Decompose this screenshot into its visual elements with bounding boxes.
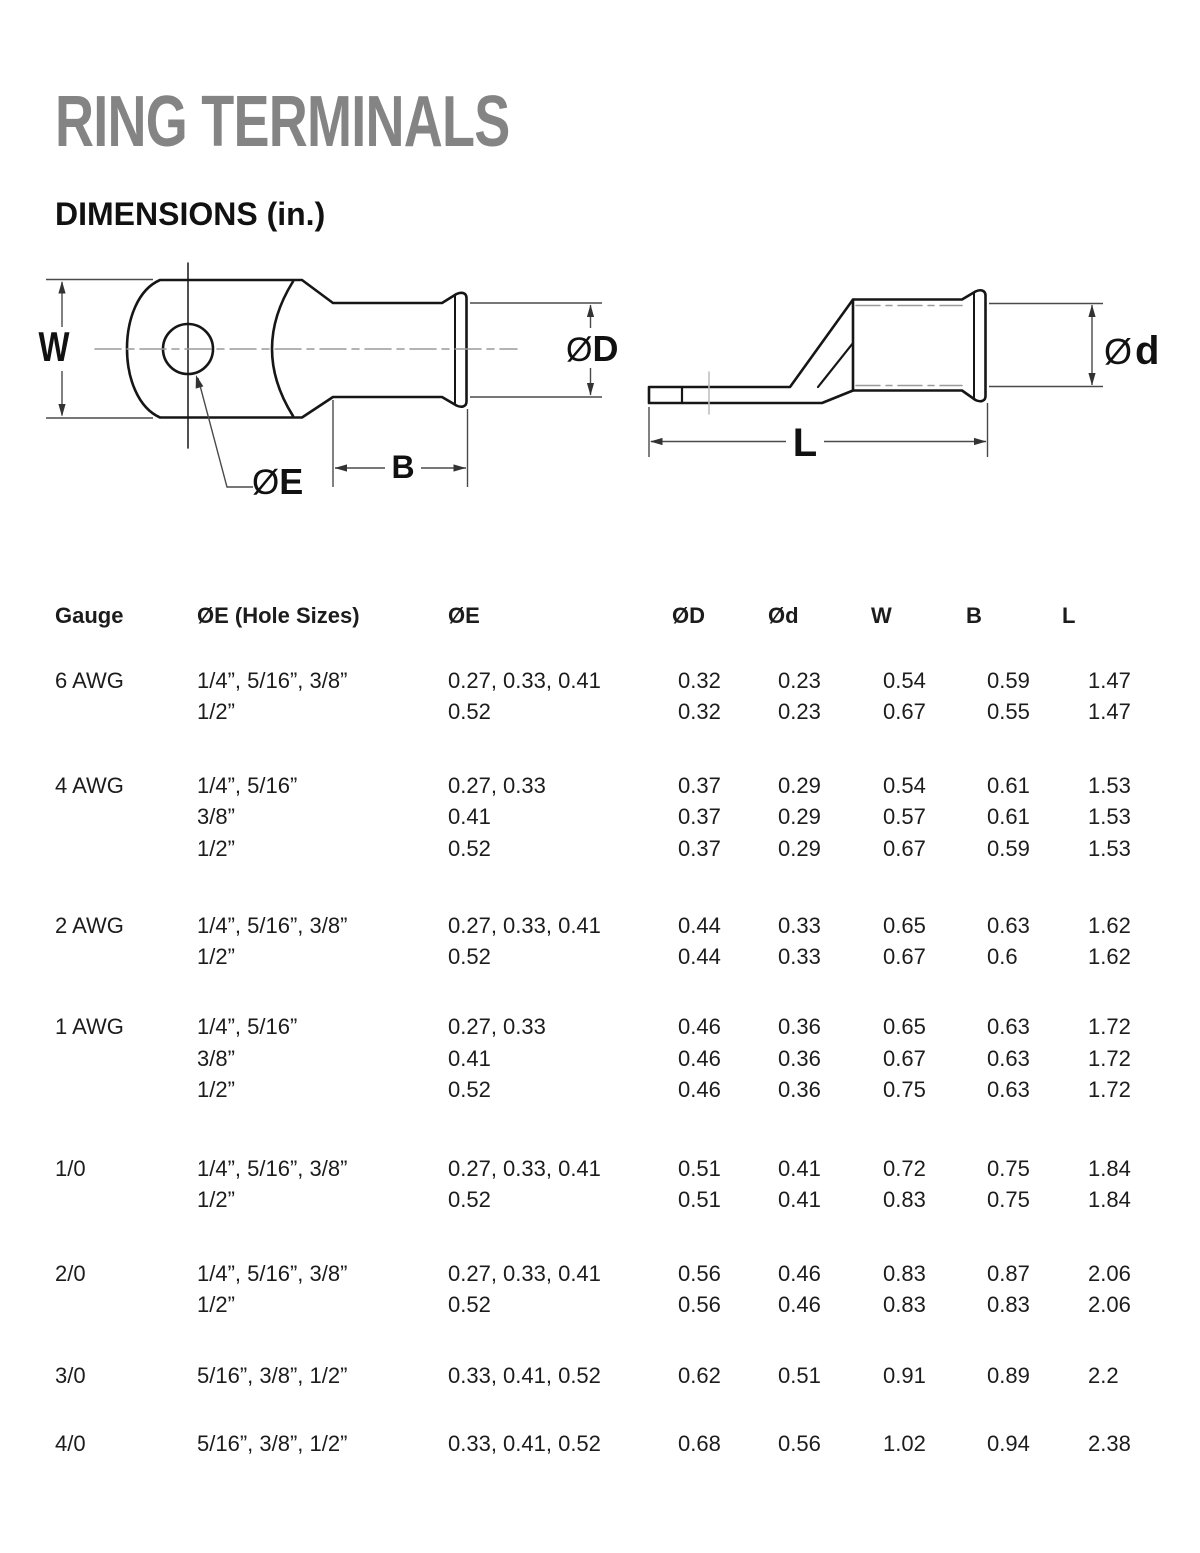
table-row xyxy=(0,1428,1200,1460)
cell-b: 0.87 xyxy=(987,1260,1030,1286)
cell-oe: 0.27, 0.33 xyxy=(448,1014,546,1039)
table-row xyxy=(0,833,1200,865)
table-row xyxy=(0,665,1200,697)
dim-label-od: ØD xyxy=(566,328,619,369)
cell-w: 0.65 xyxy=(883,1014,926,1039)
cell-w: 0.83 xyxy=(883,1187,926,1212)
cell-oe: 0.52 xyxy=(448,1187,491,1212)
cell-b: 0.55 xyxy=(987,699,1030,724)
cell-od: 0.68 xyxy=(678,1430,721,1456)
cell-od-small: 0.33 xyxy=(778,912,821,938)
cell-oe: 0.52 xyxy=(448,1077,491,1102)
section-heading: DIMENSIONS (in.) xyxy=(55,196,326,232)
cell-od-small: 0.46 xyxy=(778,1260,821,1286)
cell-gauge: 3/0 xyxy=(55,1362,86,1388)
cell-hole-sizes: 1/2” xyxy=(197,1292,235,1317)
page-title: RING TERMINALS xyxy=(55,82,510,162)
cell-w: 0.91 xyxy=(883,1362,926,1388)
cell-gauge: 1/0 xyxy=(55,1155,86,1181)
table-row xyxy=(0,1074,1200,1106)
cell-od-small: 0.29 xyxy=(778,804,821,829)
cell-oe: 0.33, 0.41, 0.52 xyxy=(448,1430,601,1456)
cell-b: 0.63 xyxy=(987,1045,1030,1071)
table-row xyxy=(0,1043,1200,1075)
gauge-group xyxy=(0,1258,1200,1321)
cell-hole-sizes: 1/4”, 5/16”, 3/8” xyxy=(197,667,348,693)
cell-oe: 0.52 xyxy=(448,835,491,861)
cell-l: 1.47 xyxy=(1088,699,1131,724)
cell-od: 0.51 xyxy=(678,1155,721,1181)
table-row xyxy=(0,770,1200,802)
cell-od: 0.46 xyxy=(678,1077,721,1102)
cell-od-small: 0.41 xyxy=(778,1155,821,1181)
cell-oe: 0.27, 0.33, 0.41 xyxy=(448,1260,601,1286)
column-header-hole-sizes: ØE (Hole Sizes) xyxy=(197,603,360,628)
gauge-group xyxy=(0,665,1200,728)
cell-od-small: 0.36 xyxy=(778,1077,821,1102)
cell-b: 0.83 xyxy=(987,1292,1030,1317)
table-row xyxy=(0,1258,1200,1290)
cell-od-small: 0.29 xyxy=(778,772,821,798)
cell-w: 0.67 xyxy=(883,944,926,969)
cell-od: 0.46 xyxy=(678,1045,721,1071)
cell-oe: 0.27, 0.33, 0.41 xyxy=(448,667,601,693)
cell-w: 0.83 xyxy=(883,1260,926,1286)
cell-od-small: 0.23 xyxy=(778,699,821,724)
cell-od: 0.37 xyxy=(678,772,721,798)
cell-oe: 0.27, 0.33, 0.41 xyxy=(448,1155,601,1181)
gauge-group xyxy=(0,910,1200,973)
cell-hole-sizes: 1/2” xyxy=(197,1187,235,1212)
cell-hole-sizes: 1/4”, 5/16” xyxy=(197,772,298,798)
gauge-group xyxy=(0,770,1200,865)
cell-od-small: 0.41 xyxy=(778,1187,821,1212)
cell-l: 1.72 xyxy=(1088,1014,1131,1039)
cell-hole-sizes: 1/4”, 5/16”, 3/8” xyxy=(197,912,348,938)
cell-w: 1.02 xyxy=(883,1430,926,1456)
cell-od: 0.37 xyxy=(678,835,721,861)
cell-l: 1.84 xyxy=(1088,1155,1131,1181)
cell-od: 0.44 xyxy=(678,912,721,938)
gauge-group xyxy=(0,1428,1200,1460)
cell-l: 2.38 xyxy=(1088,1430,1131,1456)
table-row xyxy=(0,941,1200,973)
cell-b: 0.63 xyxy=(987,1014,1030,1039)
cell-hole-sizes: 1/2” xyxy=(197,944,235,969)
cell-od-small: 0.51 xyxy=(778,1362,821,1388)
gauge-group xyxy=(0,1153,1200,1216)
cell-b: 0.94 xyxy=(987,1430,1030,1456)
cell-l: 2.06 xyxy=(1088,1260,1131,1286)
cell-od: 0.62 xyxy=(678,1362,721,1388)
cell-l: 2.2 xyxy=(1088,1362,1119,1388)
cell-gauge: 2/0 xyxy=(55,1260,86,1286)
cell-od-small: 0.33 xyxy=(778,944,821,969)
table-row xyxy=(0,910,1200,942)
dim-label-w: W xyxy=(38,323,70,370)
table-row xyxy=(0,1153,1200,1185)
column-header-gauge: Gauge xyxy=(55,603,124,628)
dim-label-b: B xyxy=(391,449,415,485)
cell-l: 1.53 xyxy=(1088,772,1131,798)
cell-oe: 0.41 xyxy=(448,804,491,829)
column-header-w: W xyxy=(871,603,892,628)
cell-od-small: 0.56 xyxy=(778,1430,821,1456)
cell-oe: 0.41 xyxy=(448,1045,491,1071)
cell-oe: 0.27, 0.33, 0.41 xyxy=(448,912,601,938)
cell-b: 0.89 xyxy=(987,1362,1030,1388)
cell-hole-sizes: 1/4”, 5/16”, 3/8” xyxy=(197,1260,348,1286)
cell-l: 2.06 xyxy=(1088,1292,1131,1317)
cell-hole-sizes: 1/2” xyxy=(197,835,235,861)
table-row xyxy=(0,696,1200,728)
cell-gauge: 2 AWG xyxy=(55,912,124,938)
cell-od: 0.51 xyxy=(678,1187,721,1212)
cell-l: 1.53 xyxy=(1088,804,1131,829)
cell-w: 0.65 xyxy=(883,912,926,938)
cell-b: 0.61 xyxy=(987,772,1030,798)
cell-gauge: 4/0 xyxy=(55,1430,86,1456)
table-row xyxy=(0,801,1200,833)
cell-l: 1.84 xyxy=(1088,1187,1131,1212)
cell-oe: 0.52 xyxy=(448,1292,491,1317)
column-header-b: B xyxy=(966,603,982,628)
column-header-od: ØD xyxy=(672,603,705,628)
column-header-oe: ØE xyxy=(448,603,480,628)
cell-b: 0.59 xyxy=(987,667,1030,693)
dim-label-oe: ØE xyxy=(252,461,304,502)
cell-oe: 0.52 xyxy=(448,944,491,969)
cell-hole-sizes: 3/8” xyxy=(197,1045,235,1071)
cell-l: 1.72 xyxy=(1088,1045,1131,1071)
cell-od-small: 0.23 xyxy=(778,667,821,693)
cell-b: 0.6 xyxy=(987,944,1018,969)
cell-hole-sizes: 1/4”, 5/16” xyxy=(197,1014,298,1039)
cell-gauge: 4 AWG xyxy=(55,772,124,798)
dim-label-l: L xyxy=(792,421,818,465)
cell-hole-sizes: 3/8” xyxy=(197,804,235,829)
cell-b: 0.59 xyxy=(987,835,1030,861)
cell-l: 1.72 xyxy=(1088,1077,1131,1102)
cell-gauge: 1 AWG xyxy=(55,1014,124,1039)
cell-od-small: 0.36 xyxy=(778,1045,821,1071)
dim-label-od-small: Ød xyxy=(1104,329,1160,373)
cell-hole-sizes: 1/2” xyxy=(197,1077,235,1102)
column-header-od-small: Ød xyxy=(768,603,799,628)
cell-od: 0.56 xyxy=(678,1292,721,1317)
cell-od-small: 0.29 xyxy=(778,835,821,861)
cell-hole-sizes: 5/16”, 3/8”, 1/2” xyxy=(197,1362,348,1388)
gauge-group xyxy=(0,1360,1200,1392)
cell-od: 0.32 xyxy=(678,699,721,724)
cell-od: 0.56 xyxy=(678,1260,721,1286)
cell-hole-sizes: 5/16”, 3/8”, 1/2” xyxy=(197,1430,348,1456)
cell-w: 0.57 xyxy=(883,804,926,829)
cell-w: 0.75 xyxy=(883,1077,926,1102)
cell-b: 0.75 xyxy=(987,1187,1030,1212)
cell-w: 0.54 xyxy=(883,772,926,798)
cell-b: 0.61 xyxy=(987,804,1030,829)
cell-w: 0.83 xyxy=(883,1292,926,1317)
cell-w: 0.67 xyxy=(883,1045,926,1071)
cell-w: 0.67 xyxy=(883,835,926,861)
cell-l: 1.62 xyxy=(1088,944,1131,969)
cell-b: 0.63 xyxy=(987,1077,1030,1102)
cell-oe: 0.33, 0.41, 0.52 xyxy=(448,1362,601,1388)
cell-od-small: 0.46 xyxy=(778,1292,821,1317)
cell-b: 0.75 xyxy=(987,1155,1030,1181)
cell-oe: 0.27, 0.33 xyxy=(448,772,546,798)
cell-od: 0.44 xyxy=(678,944,721,969)
cell-w: 0.54 xyxy=(883,667,926,693)
gauge-group xyxy=(0,1011,1200,1106)
cell-l: 1.53 xyxy=(1088,835,1131,861)
cell-hole-sizes: 1/4”, 5/16”, 3/8” xyxy=(197,1155,348,1181)
cell-w: 0.67 xyxy=(883,699,926,724)
cell-od-small: 0.36 xyxy=(778,1014,821,1039)
table-row xyxy=(0,1289,1200,1321)
column-header-l: L xyxy=(1062,603,1076,628)
table-row xyxy=(0,1011,1200,1043)
cell-gauge: 6 AWG xyxy=(55,667,124,693)
cell-od: 0.32 xyxy=(678,667,721,693)
cell-b: 0.63 xyxy=(987,912,1030,938)
cell-oe: 0.52 xyxy=(448,699,491,724)
cell-hole-sizes: 1/2” xyxy=(197,699,235,724)
table-row xyxy=(0,1184,1200,1216)
cell-od: 0.37 xyxy=(678,804,721,829)
cell-w: 0.72 xyxy=(883,1155,926,1181)
cell-l: 1.47 xyxy=(1088,667,1131,693)
table-row xyxy=(0,1360,1200,1392)
cell-l: 1.62 xyxy=(1088,912,1131,938)
cell-od: 0.46 xyxy=(678,1014,721,1039)
